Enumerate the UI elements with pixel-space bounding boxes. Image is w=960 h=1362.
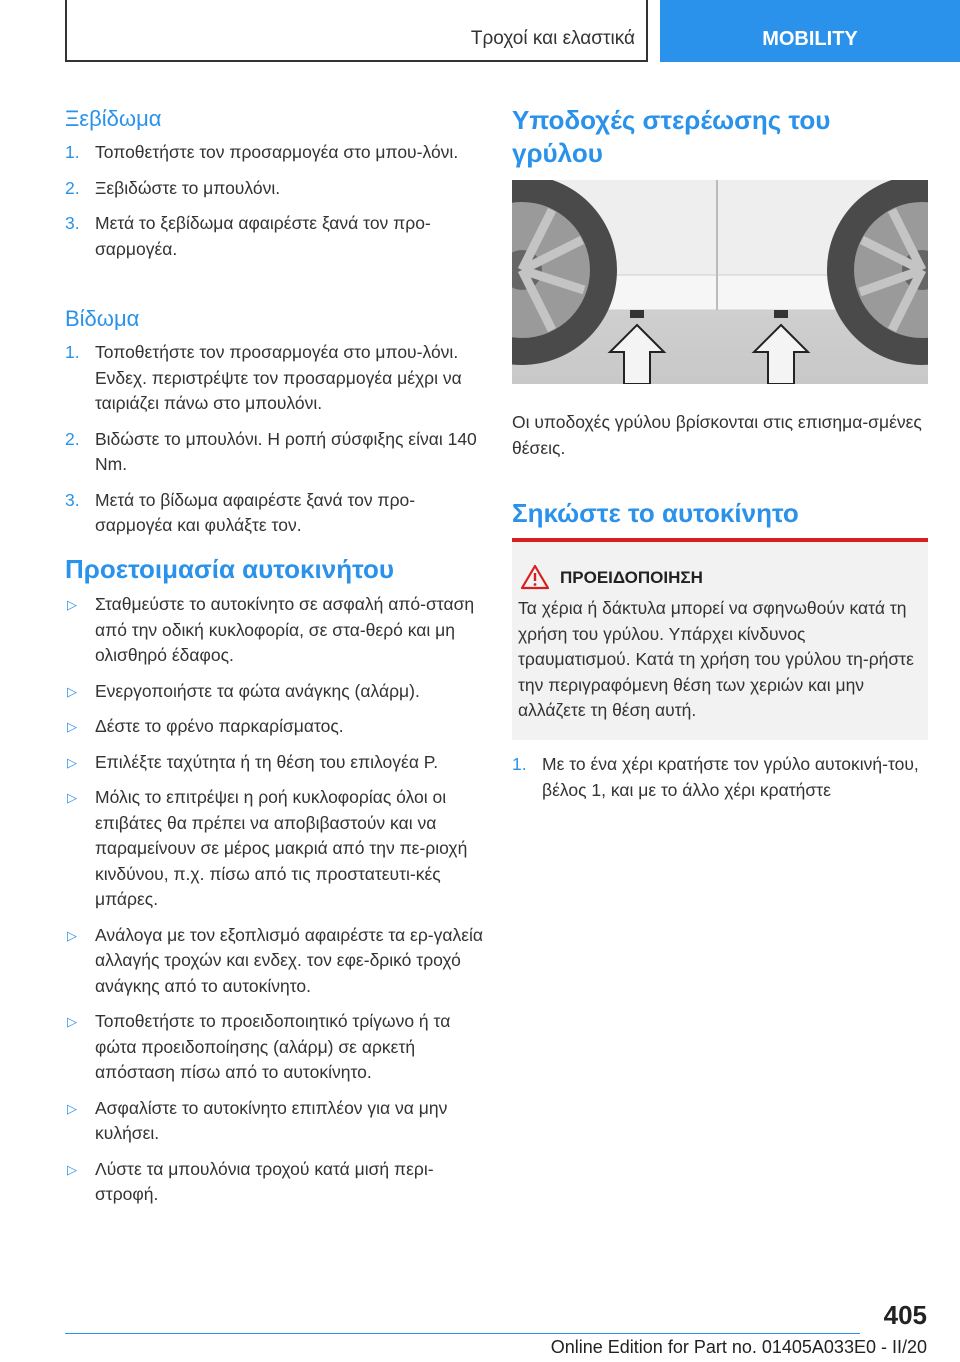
bullet-triangle-icon: ▷ <box>67 927 77 943</box>
bullet-triangle-icon: ▷ <box>67 1014 77 1029</box>
step-number: 2. <box>65 428 80 449</box>
warning-text: Τα χέρια ή δάκτυλα μπορεί να σφηνωθούν κατά τη χρήση του γρύλου. Υπάρχει κίνδυνος τραυματισμού. Κατά τη χρήση του γρύλου τη-ρήστε την περιγραφόμενη θέση των χεριών και μην αλλάζετε τη θέση αυτή. <box>518 598 914 720</box>
step-text: Μετά το ξεβίδωμα αφαιρέστε ξανά τον προ-σαρμογέα. <box>95 213 431 259</box>
page-number: 405 <box>883 1300 927 1330</box>
section-title: Τροχοί και ελαστικά <box>470 28 635 49</box>
item-text: Τοποθετήστε το προειδοποιητικό τρίγωνο ή τα φώτα προειδοποίησης (αλάρμ) σε αρκετή απόσταση πίσω από το αυτοκίνητο. <box>95 1011 451 1082</box>
step-number: 2. <box>65 177 80 198</box>
list-item <box>65 679 485 705</box>
heading-lift-vehicle: Σηκώστε το αυτοκίνητο <box>512 498 799 528</box>
heading-screw: Βίδωμα <box>65 306 140 331</box>
step-text: Μετά το βίδωμα αφαιρέστε ξανά τον προ-σαρμογέα και φυλάξτε τον. <box>95 489 416 535</box>
list-item <box>65 488 485 539</box>
bullet-triangle-icon: ▷ <box>67 790 77 805</box>
list-item <box>65 211 485 262</box>
list-item <box>65 140 485 166</box>
item-text: Ασφαλίστε το αυτοκίνητο επιπλέον για να μην κυλήσει. <box>95 1097 448 1143</box>
warning-box <box>512 538 928 740</box>
item-text: Δέστε το φρένο παρκαρίσματος. <box>95 716 344 736</box>
warning-title: ΠΡΟΕΙΔΟΠΟΙΗΣΗ <box>560 568 703 587</box>
lift-steps <box>512 752 932 813</box>
step-text: Τοποθετήστε τον προσαρμογέα στο μπου-λόνι. Ενδεχ. περιστρέψτε τον προσαρμογέα μέχρι να ταιριάζει πάνω στο μπουλόνι. <box>95 342 462 413</box>
step-number: 1. <box>512 754 527 774</box>
bullet-triangle-icon: ▷ <box>67 597 77 612</box>
edition-note: Online Edition for Part no. 01405A033E0 - II/20 <box>550 1337 927 1357</box>
item-text: Ενεργοποιήστε τα φώτα ανάγκης (αλάρμ). <box>95 680 420 701</box>
prep-items <box>65 592 485 1218</box>
list-item <box>65 750 485 776</box>
list-item <box>512 752 932 803</box>
step-text: Ξεβιδώστε το μπουλόνι. <box>95 177 281 198</box>
heading-vehicle-prep: Προετοιμασία αυτοκινήτου <box>65 554 395 584</box>
list-item <box>65 340 485 417</box>
list-item <box>65 714 485 740</box>
bullet-triangle-icon: ▷ <box>67 1100 77 1116</box>
step-number: 3. <box>65 213 80 233</box>
mobility-tab[interactable]: MOBILITY <box>660 0 960 62</box>
item-text: Μόλις το επιτρέψει η ροή κυκλοφορίας όλοι οι επιβάτες θα πρέπει να αποβιβαστούν και να παραμείνουν σε μέρος μακριά από την πε-ριοχή κινδύνου, π.χ. πίσω από τις προστατευτι-κές μπάρες. <box>95 787 468 909</box>
list-item <box>65 592 485 669</box>
heading-unscrew: Ξεβίδωμα <box>65 106 162 131</box>
list-item <box>65 176 485 202</box>
list-item <box>65 1096 485 1147</box>
list-item <box>65 1009 485 1086</box>
footer-divider <box>65 1333 860 1334</box>
heading-jack-points: Υποδοχές στερέωσης του γρύλου <box>512 105 831 168</box>
item-text: Σταθμεύστε το αυτοκίνητο σε ασφαλή από-σταση από την οδική κυκλοφορία, σε στα-θερό και μη ολισθηρό έδαφος. <box>95 594 475 665</box>
item-text: Ανάλογα με τον εξοπλισμό αφαιρέστε τα ερ-γαλεία αλλαγής τροχών και ενδεχ. τον εφε-δρικό τροχό ανάγκης από το αυτοκίνητο. <box>95 924 484 996</box>
bullet-triangle-icon: ▷ <box>67 1161 77 1177</box>
list-item <box>65 427 485 478</box>
bullet-triangle-icon: ▷ <box>67 754 77 770</box>
step-number: 1. <box>65 142 80 162</box>
item-text: Λύστε τα μπουλόνια τροχού κατά μισή περι-στροφή. <box>95 1158 434 1204</box>
step-text: Με το ένα χέρι κρατήστε τον γρύλο αυτοκινή-του, βέλος 1, και με το άλλο χέρι κρατήστε <box>542 754 919 800</box>
jack-points-caption: Οι υποδοχές γρύλου βρίσκονται στις επισημα-σμένες θέσεις. <box>512 412 922 458</box>
list-item <box>65 785 485 913</box>
bullet-triangle-icon: ▷ <box>67 719 77 734</box>
step-number: 3. <box>65 489 80 510</box>
warning-triangle-icon <box>520 564 550 590</box>
screw-steps <box>65 340 485 549</box>
jack-points-illustration <box>512 180 928 384</box>
item-text: Επιλέξτε ταχύτητα ή τη θέση του επιλογέα P. <box>95 751 439 772</box>
step-text: Τοποθετήστε τον προσαρμογέα στο μπου-λόνι. <box>95 142 459 162</box>
list-item <box>65 923 485 1000</box>
bullet-triangle-icon: ▷ <box>67 683 77 699</box>
list-item <box>65 1157 485 1208</box>
step-number: 1. <box>65 342 80 362</box>
step-text: Βιδώστε το μπουλόνι. Η ροπή σύσφιξης είναι 140 Nm. <box>95 428 477 474</box>
unscrew-steps <box>65 140 485 272</box>
